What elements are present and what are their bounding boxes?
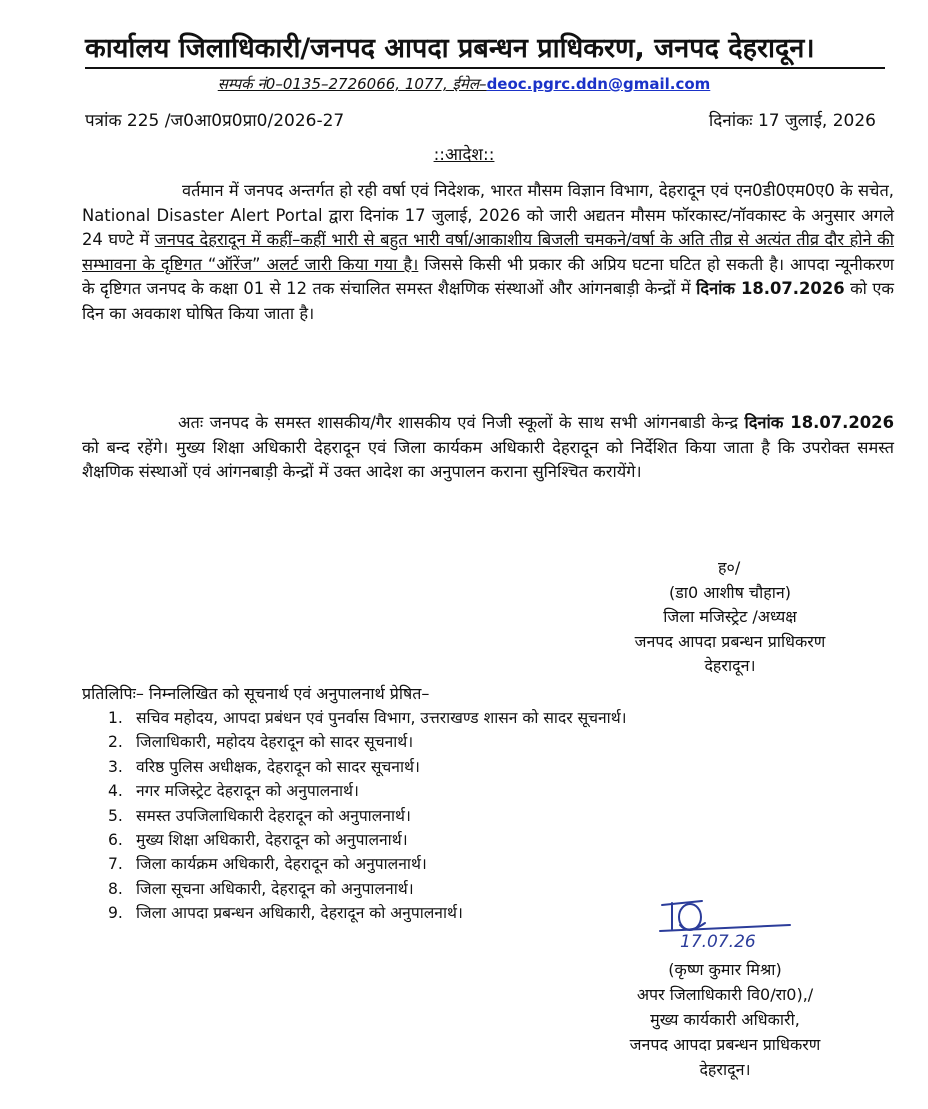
list-item: 9. जिला आपदा प्रबन्धन अधिकारी, देहरादून को अनुपालनार्थ। bbox=[108, 904, 463, 923]
signatory-1-place: देहरादून। bbox=[704, 656, 756, 675]
signed-mark: ह०/ bbox=[718, 558, 741, 577]
list-item: 4. नगर मजिस्ट्रेट देहरादून को अनुपालनार्थ। bbox=[108, 782, 359, 801]
list-item: 7. जिला कार्यक्रम अधिकारी, देहरादून को अनुपालनार्थ। bbox=[108, 855, 427, 874]
signature-date: 17.07.26 bbox=[680, 932, 756, 950]
para1-alert: जनपद देहरादून में कहीं–कहीं भारी से बहुत भारी वर्षा/आकाशीय बिजली चमकने/वर्षा के अति तीव्र से अत्यंत तीव्र दौर होने की सम्भावना के दृष्टिगत “ऑरेंज” अलर्ट जारी किया गया है। bbox=[82, 230, 895, 274]
contact-email[interactable]: deoc.pgrc.ddn@gmail.com bbox=[486, 75, 711, 93]
list-item: 5. समस्त उपजिलाधिकारी देहरादून को अनुपालनार्थ। bbox=[108, 806, 411, 825]
signatory-2-name: (कृष्ण कुमार मिश्रा) bbox=[668, 960, 782, 979]
signatory-2-org: जनपद आपदा प्रबन्धन प्राधिकरण bbox=[629, 1035, 821, 1054]
contact-line bbox=[0, 74, 928, 94]
copy-to-list bbox=[108, 706, 627, 926]
signatory-2-role: मुख्य कार्यकारी अधिकारी, bbox=[650, 1010, 800, 1029]
signatory-1 bbox=[600, 556, 860, 679]
order-heading bbox=[0, 142, 928, 165]
para2-closure-date: दिनांक 18.07.2026 bbox=[744, 413, 894, 432]
list-item: 8. जिला सूचना अधिकारी, देहरादून को अनुपालनार्थ। bbox=[108, 879, 414, 898]
signatory-1-designation: जिला मजिस्ट्रेट /अध्यक्ष bbox=[663, 607, 797, 626]
office-title: कार्यालय जिलाधिकारी/जनपद आपदा प्रबन्धन प्राधिकरण, जनपद देहरादून। bbox=[85, 28, 885, 69]
list-item: 3. वरिष्ठ पुलिस अधीक्षक, देहरादून को सादर सूचनार्थ। bbox=[108, 757, 420, 776]
paragraph-1 bbox=[82, 179, 894, 326]
copy-to-heading: प्रतिलिपिः– निम्नलिखित को सूचनार्थ एवं अनुपालनार्थ प्रेषित– bbox=[82, 684, 430, 703]
reference-number: पत्रांक 225 /ज0आ0प्र0प्रा0/2026-27 bbox=[85, 111, 345, 131]
order-title: ::आदेश:: bbox=[433, 145, 495, 165]
handwritten-signature bbox=[650, 895, 800, 950]
signatory-2 bbox=[580, 957, 870, 1082]
list-item: 1. सचिव महोदय, आपदा प्रबंधन एवं पुनर्वास विभाग, उत्तराखण्ड शासन को सादर सूचनार्थ। bbox=[108, 709, 627, 727]
para1-holiday-date: दिनांक 18.07.2026 bbox=[696, 279, 845, 298]
signatory-1-org: जनपद आपदा प्रबन्धन प्राधिकरण bbox=[634, 631, 826, 651]
para2-rest: को बन्द रहेंगे। मुख्य शिक्षा अधिकारी देहरादून एवं जिला कार्यकम अधिकारी देहरादून को निर्देशित किया जाता है कि उपरोक्त समस्त शैक्षणिक संस्थाओं एवं आंगनबाड़ी केन्द्रों में उक्त आदेश का अनुपालन कराना सुनिश्चित करायेंगे। bbox=[82, 437, 894, 481]
letter-date: दिनांकः 17 जुलाई, 2026 bbox=[708, 111, 876, 131]
paragraph-2 bbox=[82, 411, 894, 485]
para1-middle: जिससे किसी भी प्रकार की अप्रिय घटना घटित हो सकती है। आपदा न्यूनीकरण के दृष्टिगत जनपद के कक्षा 01 से 12 तक संचालित समस्त शैक्षणिक संस्थाओं और आंगनबाड़ी केन्द्रों में bbox=[82, 254, 894, 298]
para1-intro: वर्तमान में जनपद अन्तर्गत हो रही वर्षा एवं निदेशक, भारत मौसम विज्ञान विभाग, देहरादून एवं एन0डी0एम0ए0 के सचेत, National Disaster Alert Portal द्वारा दिनांक 17 जुलाई, 2026 को जारी अद्यतन मौसम फॉरकास्ट/नॉवकास्ट के अनुसार अगले 24 घण्टे में bbox=[82, 181, 894, 249]
list-item: 2. जिलाधिकारी, महोदय देहरादून को सादर सूचनार्थ। bbox=[108, 733, 414, 752]
signatory-2-place: देहरादून। bbox=[699, 1060, 751, 1079]
list-item: 6. मुख्य शिक्षा अधिकारी, देहरादून को अनुपालनार्थ। bbox=[108, 831, 408, 850]
contact-text: सम्पर्क नं0–0135–2726066, 1077, ईमेल– bbox=[217, 75, 487, 93]
para1-end: को एक दिन का अवकाश घोषित किया जाता है। bbox=[82, 279, 895, 323]
para2-intro: अतः जनपद के समस्त शासकीय/गैर शासकीय एवं निजी स्कूलों के साथ सभी आंगनबाडी केन्द्र bbox=[178, 413, 745, 432]
signatory-1-name: (डा0 आशीष चौहान) bbox=[669, 582, 791, 602]
signatory-2-designation: अपर जिलाधिकारी वि0/रा0),/ bbox=[636, 985, 814, 1004]
